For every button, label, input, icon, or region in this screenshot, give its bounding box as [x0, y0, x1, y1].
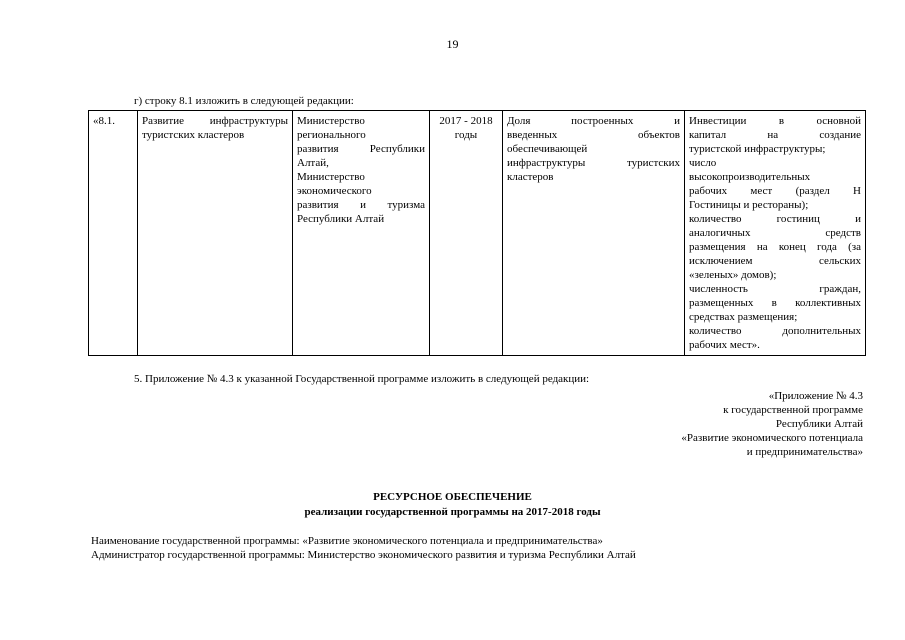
row-name-cell	[138, 111, 293, 356]
executor-line: экономического	[297, 185, 372, 197]
indicator-line: Доля построенных и	[507, 115, 680, 127]
indicator-line: инфраструктуры туристских	[507, 157, 680, 169]
row-period-cell	[430, 111, 503, 356]
result-line: количество дополнительных	[689, 325, 861, 337]
program-info	[91, 534, 636, 562]
indicator-line: кластеров	[507, 171, 554, 183]
result-line: Инвестиции в основной	[689, 115, 861, 127]
executor-line: Министерство	[297, 115, 365, 127]
result-line: «зеленых» домов);	[689, 269, 777, 281]
result-line: рабочих мест (раздел Н	[689, 185, 861, 197]
executor-line: Республики Алтай	[297, 213, 385, 225]
section-title: РЕСУРСНОЕ ОБЕСПЕЧЕНИЕ	[373, 491, 532, 503]
row-number-cell	[89, 111, 138, 356]
program-admin-line: Администратор государственной программы: Министерство экономического развития и туризма Республики Алтай	[91, 549, 636, 561]
indicator-line: введенных объектов	[507, 129, 680, 141]
result-line: размещенных в коллективных	[689, 297, 861, 309]
executor-line: развития и туризма	[297, 199, 425, 211]
result-line: число	[689, 157, 717, 169]
intro-line: г) строку 8.1 изложить в следующей редакции:	[134, 95, 354, 107]
program-name-line: Наименование государственной программы: «Развитие экономического потенциала и предпринимательства»	[91, 535, 603, 547]
row-result-cell	[685, 111, 866, 356]
appendix-line: Республики Алтай	[775, 418, 863, 430]
table-row	[89, 111, 866, 356]
row-number: «8.1.	[93, 115, 115, 127]
result-line: рабочих мест».	[689, 339, 760, 351]
result-line: аналогичных средств	[689, 227, 861, 239]
result-line: средствах размещения;	[689, 311, 798, 323]
result-line: капитал на создание	[689, 129, 861, 141]
page-number: 19	[446, 37, 459, 51]
appendix-header	[681, 389, 863, 459]
program-row-table	[88, 110, 866, 356]
result-line: исключением сельских	[689, 255, 861, 267]
row-executor-cell	[293, 111, 430, 356]
executor-line: регионального	[297, 129, 366, 141]
result-line: туристской инфраструктуры;	[689, 143, 826, 155]
executor-line: Министерство	[297, 171, 365, 183]
executor-line: Алтай,	[297, 157, 329, 169]
row-indicator-cell	[503, 111, 685, 356]
row-period: 2017 - 2018 годы	[439, 115, 493, 141]
appendix-line: «Развитие экономического потенциала	[681, 432, 863, 444]
indicator-line: обеспечивающей	[507, 143, 588, 155]
result-line: Гостиницы и рестораны);	[689, 199, 809, 211]
appendix-line: «Приложение № 4.3	[768, 390, 863, 402]
appendix-line: и предпринимательства»	[746, 446, 863, 458]
result-line: численность граждан,	[689, 283, 861, 295]
appendix-line: к государственной программе	[723, 404, 863, 416]
section-subtitle: реализации государственной программы на 2017-2018 годы	[304, 506, 601, 518]
executor-line: развития Республики	[297, 143, 425, 155]
item-5-paragraph: 5. Приложение № 4.3 к указанной Государственной программе изложить в следующей редакции:	[134, 373, 590, 385]
result-line: размещения на конец года (за	[689, 241, 861, 253]
result-line: количество гостиниц и	[689, 213, 861, 225]
row-name: Развитие инфраструктуры туристских кластеров	[142, 115, 288, 141]
result-line: высокопроизводительных	[689, 171, 811, 183]
